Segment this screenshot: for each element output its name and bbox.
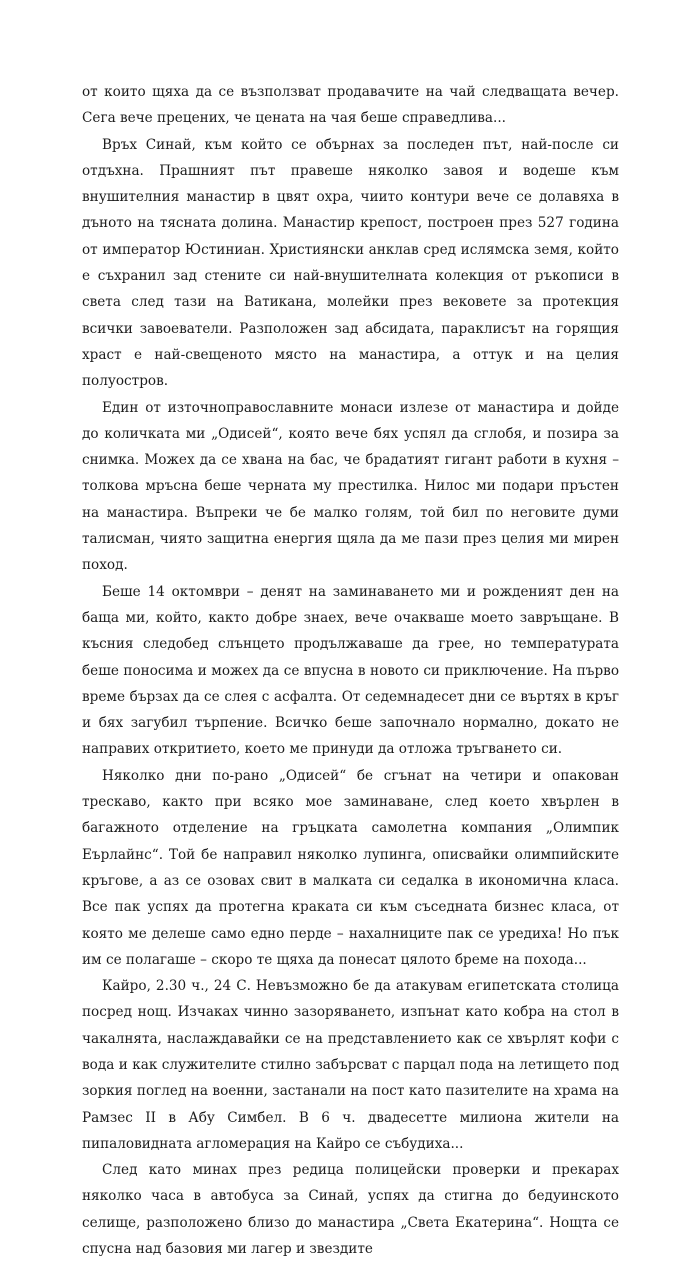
paragraph: Кайро, 2.30 ч., 24 С. Невъзможно бе да атакувам египетската столица посред нощ. Изчаках чинно зазоряването, изпънат като кобра на стол в чакалнята, наслаждавайки се на представлението как се хвърлят кофи с вода и как служителите стилно забърсват с парцал пода на летището под зоркия поглед на военни, застанали на пост като пазителите на храма на Рамзес II в Абу Симбел. В 6 ч. двадесетте милиона жители на пипаловидната агломерация на Кайро се събудиха... — [82, 978, 619, 1152]
paragraph: След като минах през редица полицейски проверки и прекарах няколко часа в автобуса за Синай, успях да стигна до бедуинското селище, разположено близо до манастира „Света Екатерина“. Нощта се спусна над базовия ми лагер и звездите — [82, 1162, 619, 1258]
paragraph: Беше 14 октомври – денят на заминаването ми и рожденият ден на баща ми, който, както добре знаех, вече очакваше моето завръщане. В късния следобед слънцето продължаваше да грее, но температурата беше поносима и можех да се впусна в новото си приключение. На първо време бързах да се слея с асфалта. От седемнадесет дни се въртях в кръг и бях загубил търпение. Всичко беше започнало нормално, докато не направих откритието, което ме принуди да отложа тръгването си. — [82, 583, 619, 758]
paragraph: от които щяха да се възползват продавачите на чай следващата вечер. Сега вече прецених, че цената на чая беше справедлива... — [82, 84, 619, 127]
paragraph: Няколко дни по-рано „Одисей“ бе сгънат на четири и опакован трескаво, както при всяко мое заминаване, след което хвърлен в багажното отделение на гръцката самолетна компания „Олимпик Еърлайнс“. Той бе направил няколко лупинга, описвайки олимпийските кръгове, а аз се озовах свит в малката си седалка в икономична класа. Все пак успях да протегна краката си към съседната бизнес класа, от която ме делеше само едно перде – нахалниците пак се уредиха! Но пък им се полагаше – скоро те щяха да понесат цялото бреме на похода... — [82, 767, 619, 968]
paragraph: Връх Синай, към който се обърнах за последен път, най-после си отдъхна. Прашният път правеше няколко завоя и водеше към внушителния манастир в цвят охра, чиито контури вече се долавяха в дъното на тясната долина. Манастир крепост, построен през 527 година от император Юстиниан. Християнски анклав сред ислямска земя, който е съхранил зад стените си най-внушителната колекция от ръкописи в света след тази на Ватикана, молейки през вековете за протекция всички завоеватели. Разположен зад абсидата, параклисът на горящия храст е най-свещеното място на манастира, а оттук и на целия полуостров. — [82, 136, 619, 390]
paragraph: Един от източноправославните монаси излезе от манастира и дойде до количката ми „Одисей“, която вече бях успял да сглобя, и позира за снимка. Можех да се хвана на бас, че брадатият гигант работи в кухня – толкова мръсна беше черната му престилка. Нилос ми подари пръстен на манастира. Въпреки че бе малко голям, той бил по неговите думи талисман, чиято защитна енергия щяла да ме пази през целия ми мирен поход. — [82, 399, 619, 574]
body-text — [82, 79, 619, 1262]
